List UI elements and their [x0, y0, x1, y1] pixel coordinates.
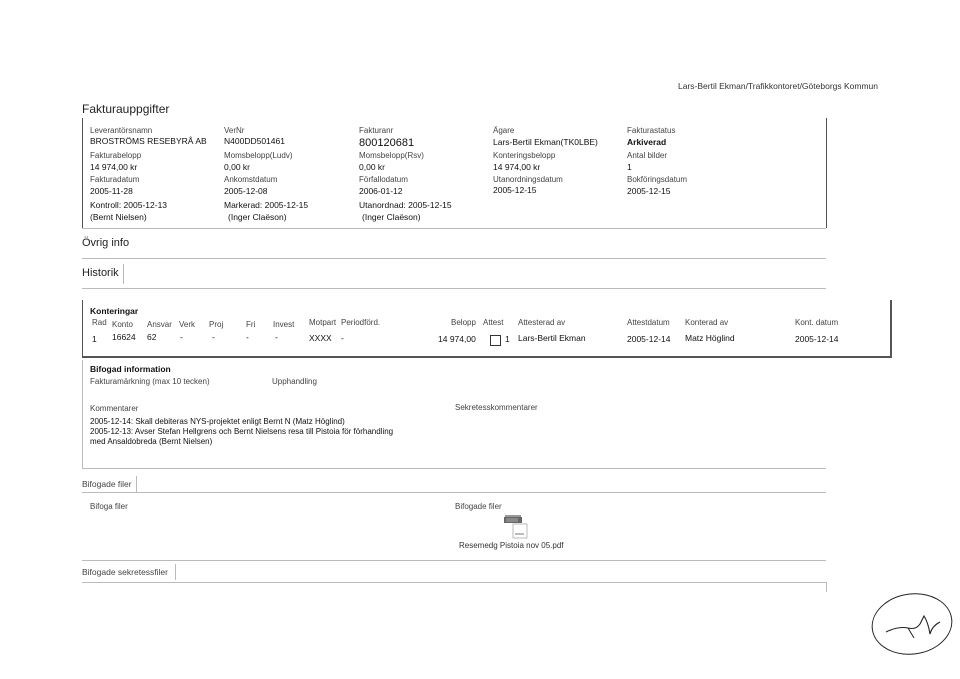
- konteringar-left-border: [82, 300, 83, 356]
- label-fakturanr: Fakturanr: [359, 126, 394, 135]
- col-header-konto: Konto: [112, 320, 133, 329]
- value-markerad-by: (Inger Claëson): [228, 212, 287, 222]
- cell-konterad-av: Matz Höglind: [685, 333, 735, 343]
- value-fakturanr: 800120681: [359, 137, 415, 149]
- value-bokforingsdatum: 2005-12-15: [627, 186, 671, 196]
- comment-line-2: 2005-12-13: Avser Stefan Hellgrens och Bernt Nielsens resa till Pistoia för förhandling: [90, 427, 394, 436]
- handwritten-signature: [868, 588, 956, 660]
- sekretessfiler-right-tick: [826, 582, 827, 592]
- pdf-file-icon[interactable]: [503, 514, 525, 538]
- cell-invest: -: [275, 332, 278, 342]
- col-header-attestdatum: Attestdatum: [627, 318, 670, 327]
- label-momsbelopp-ludv: Momsbelopp(Ludv): [224, 151, 293, 160]
- value-fakturadatum: 2005-11-28: [90, 186, 133, 196]
- value-forfallodatum: 2006-01-12: [359, 186, 403, 196]
- cell-rad: 1: [92, 334, 97, 344]
- col-header-periodford: Periodförd.: [341, 318, 381, 327]
- user-path: Lars-Bertil Ekman/Trafikkontoret/Göteborgs Kommun: [678, 81, 878, 91]
- bifogade-filer-tab-border: [136, 476, 137, 492]
- value-utanordnad-by: (Inger Claëson): [362, 212, 421, 222]
- attest-checkbox[interactable]: [490, 332, 501, 350]
- cell-fri: -: [246, 332, 249, 342]
- cell-attesterad-av: Lars-Bertil Ekman: [518, 333, 586, 343]
- label-bokforingsdatum: Bokföringsdatum: [627, 175, 688, 184]
- konteringar-right-border: [890, 300, 892, 356]
- value-antal-bilder: 1: [627, 162, 632, 172]
- cell-konto: 16624: [112, 332, 136, 342]
- col-header-kont-datum: Kont. datum: [795, 318, 839, 327]
- value-momsbelopp-ludv: 0,00 kr: [224, 162, 250, 172]
- section-bifogade-filer[interactable]: Bifogade filer: [82, 479, 132, 489]
- bifogade-filer-divider: [82, 492, 826, 493]
- attached-file-name[interactable]: Resemedg Pistoia nov 05.pdf: [459, 541, 564, 550]
- label-sekretesskommentarer: Sekretesskommentarer: [455, 403, 538, 412]
- label-forfallodatum: Förfallodatum: [359, 175, 408, 184]
- label-vernr: VerNr: [224, 126, 245, 135]
- label-bifoga-filer: Bifoga filer: [90, 502, 128, 511]
- label-utanordningsdatum: Utanordningsdatum: [493, 175, 563, 184]
- cell-attest: 1: [505, 334, 510, 344]
- value-kontroll-by: (Bernt Nielsen): [90, 212, 147, 222]
- bifogad-title: Bifogad information: [90, 364, 171, 374]
- label-bifogade-filer: Bifogade filer: [455, 502, 502, 511]
- col-header-rad: Rad: [92, 318, 107, 327]
- value-ankomstdatum: 2005-12-08: [224, 186, 268, 196]
- value-fakturastatus: Arkiverad: [627, 137, 667, 147]
- value-kontroll: Kontroll: 2005-12-13: [90, 200, 168, 210]
- col-header-attest: Attest: [483, 318, 504, 327]
- col-header-belopp: Belopp: [451, 318, 476, 327]
- ovrig-info-divider: [82, 258, 826, 259]
- historik-tab-border: [123, 264, 124, 284]
- label-leverantorsnamn: Leverantörsnamn: [90, 126, 153, 135]
- sekretessfiler-divider: [82, 582, 826, 583]
- cell-motpart: XXXX: [309, 333, 332, 343]
- cell-attestdatum: 2005-12-14: [627, 334, 671, 344]
- value-vernr: N400DD501461: [224, 136, 285, 146]
- value-utanordningsdatum: 2005-12-15: [493, 185, 537, 195]
- cell-periodford: -: [341, 333, 344, 343]
- label-agare: Ägare: [493, 126, 515, 135]
- label-fakturamarkning: Fakturamärkning (max 10 tecken): [90, 377, 210, 386]
- col-header-motpart: Motpart: [309, 318, 337, 327]
- value-momsbelopp-rsv: 0,00 kr: [359, 162, 385, 172]
- value-utanordnad: Utanordnad: 2005-12-15: [359, 200, 452, 210]
- cell-ansvar: 62: [147, 332, 157, 342]
- details-box-bottom-border: [82, 228, 826, 229]
- cell-verk: -: [180, 332, 183, 342]
- col-header-proj: Proj: [209, 320, 224, 329]
- konteringar-bottom-border: [82, 356, 892, 358]
- value-konteringsbelopp: 14 974,00 kr: [493, 162, 541, 172]
- col-header-konterad-av: Konterad av: [685, 318, 729, 327]
- section-historik[interactable]: Historik: [82, 267, 119, 279]
- col-header-fri: Fri: [246, 320, 256, 329]
- label-konteringsbelopp: Konteringsbelopp: [493, 151, 556, 160]
- details-box-left-border: [82, 118, 83, 228]
- bifogad-divider: [82, 468, 826, 469]
- label-upphandling: Upphandling: [272, 377, 317, 386]
- label-fakturadatum: Fakturadatum: [90, 175, 140, 184]
- col-header-ansvar: Ansvar: [147, 320, 172, 329]
- label-ankomstdatum: Ankomstdatum: [224, 175, 278, 184]
- label-momsbelopp-rsv: Momsbelopp(Rsv): [359, 151, 424, 160]
- details-box-right-border: [826, 118, 827, 228]
- section-ovrig-info[interactable]: Övrig info: [82, 237, 130, 249]
- historik-divider: [82, 288, 826, 289]
- section-bifogade-sekretessfiler[interactable]: Bifogade sekretessfiler: [82, 567, 168, 577]
- comment-line-3: med Ansaldobreda (Bernt Nielsen): [90, 437, 213, 446]
- value-agare: Lars-Bertil Ekman(TK0LBE): [493, 137, 598, 147]
- cell-belopp: 14 974,00: [438, 334, 476, 344]
- label-fakturastatus: Fakturastatus: [627, 126, 676, 135]
- label-fakturabelopp: Fakturabelopp: [90, 151, 142, 160]
- sekretessfiler-tab-border: [175, 564, 176, 580]
- label-antal-bilder: Antal bilder: [627, 151, 668, 160]
- value-fakturabelopp: 14 974,00 kr: [90, 162, 138, 172]
- label-kommentarer: Kommentarer: [90, 404, 139, 413]
- col-header-attesterad-av: Attesterad av: [518, 318, 566, 327]
- page-title: Fakturauppgifter: [82, 102, 170, 116]
- col-header-invest: Invest: [273, 320, 295, 329]
- col-header-verk: Verk: [179, 320, 196, 329]
- files-divider: [82, 560, 826, 561]
- value-leverantorsnamn: BROSTRÖMS RESEBYRÅ AB: [90, 136, 207, 146]
- bifogad-left-border: [82, 360, 83, 468]
- cell-proj: -: [212, 332, 215, 342]
- konteringar-title: Konteringar: [90, 306, 139, 316]
- cell-kont-datum: 2005-12-14: [795, 334, 839, 344]
- comment-line-1: 2005-12-14: Skall debiteras NYS-projektet enligt Bernt N (Matz Höglind): [90, 417, 345, 426]
- value-markerad: Markerad: 2005-12-15: [224, 200, 309, 210]
